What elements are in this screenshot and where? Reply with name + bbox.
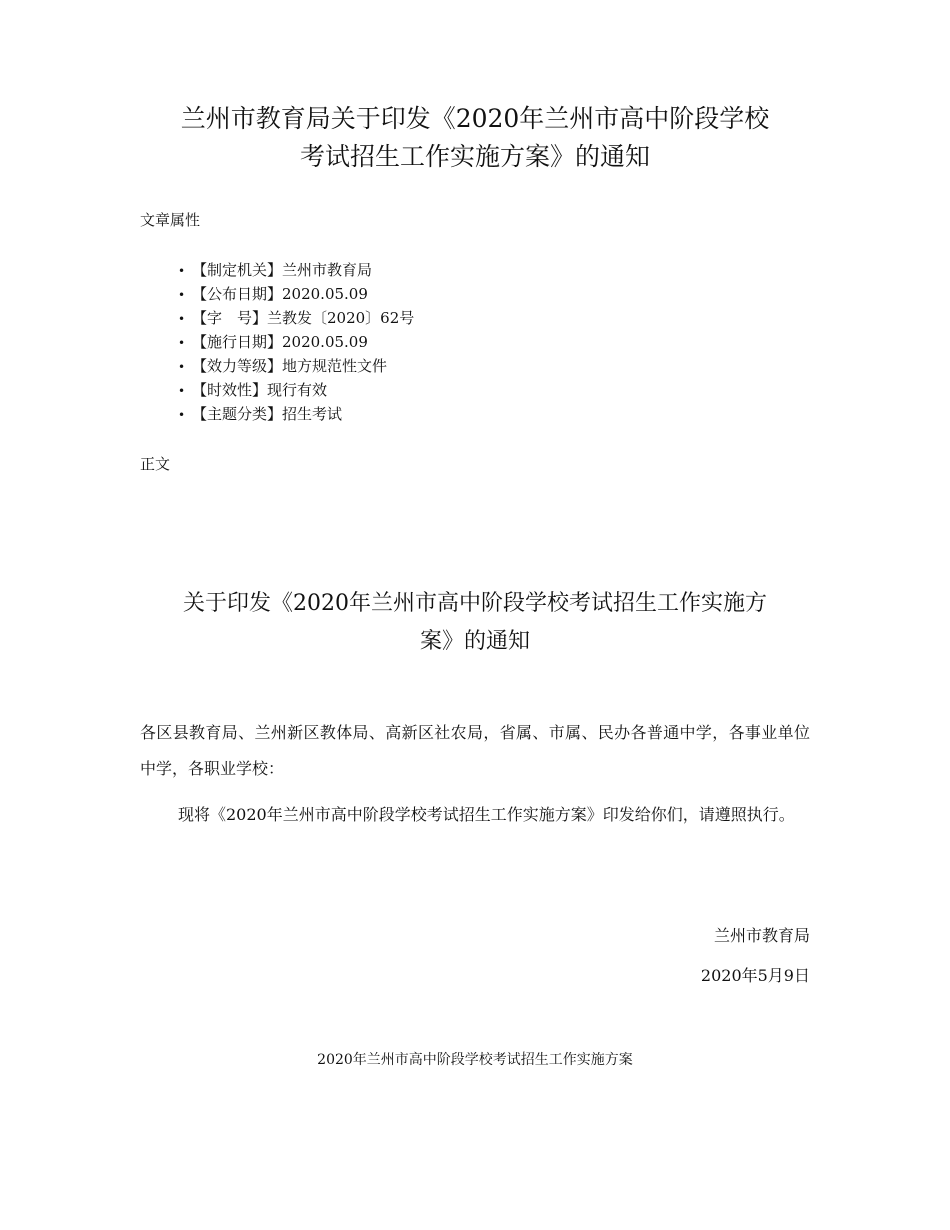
bullet-icon: • [178, 288, 186, 302]
attribute-text: 【施行日期】2020.05.09 [192, 333, 368, 351]
attribute-text: 【效力等级】地方规范性文件 [192, 357, 388, 375]
document-title-line-2: 考试招生工作实施方案》的通知 [299, 142, 650, 171]
salutation-paragraph: 各区县教育局、兰州新区教体局、高新区社农局，省属、市属、民办各普通中学，各事业单位中学，各职业学校： [140, 723, 810, 778]
bullet-icon: • [178, 408, 186, 422]
attributes-heading: 文章属性 [140, 211, 201, 229]
notice-title-line-2: 案》的通知 [419, 629, 530, 654]
attribute-item [178, 258, 414, 282]
attribute-item [178, 306, 414, 330]
attribute-text: 【主题分类】招生考试 [192, 405, 343, 423]
bullet-icon: • [178, 384, 186, 398]
signature-date: 2020年5月9日 [700, 966, 810, 985]
bullet-icon: • [178, 312, 186, 326]
attribute-item [178, 402, 414, 426]
attachment-title: 2020年兰州市高中阶段学校考试招生工作实施方案 [317, 1052, 633, 1068]
attribute-item [178, 330, 414, 354]
bullet-icon: • [178, 360, 186, 374]
body-heading: 正文 [140, 455, 171, 473]
bullet-icon: • [178, 264, 186, 278]
signature-organization: 兰州市教育局 [713, 926, 810, 945]
body-paragraph: 现将《2020年兰州市高中阶段学校考试招生工作实施方案》印发给你们，请遵照执行。 [178, 805, 795, 824]
attribute-text: 【制定机关】兰州市教育局 [192, 261, 373, 279]
notice-title-line-1: 关于印发《2020年兰州市高中阶段学校考试招生工作实施方 [183, 591, 767, 616]
attribute-item [178, 378, 414, 402]
attribute-text: 【公布日期】2020.05.09 [192, 285, 368, 303]
notice-title [120, 585, 830, 661]
document-title-line-1: 兰州市教育局关于印发《2020年兰州市高中阶段学校 [180, 104, 770, 133]
bullet-icon: • [178, 336, 186, 350]
attributes-list [178, 258, 414, 426]
attribute-item [178, 282, 414, 306]
document-title [120, 100, 830, 176]
attribute-item [178, 354, 414, 378]
attribute-text: 【字 号】兰教发〔2020〕62号 [192, 309, 415, 327]
attribute-text: 【时效性】现行有效 [192, 381, 328, 399]
